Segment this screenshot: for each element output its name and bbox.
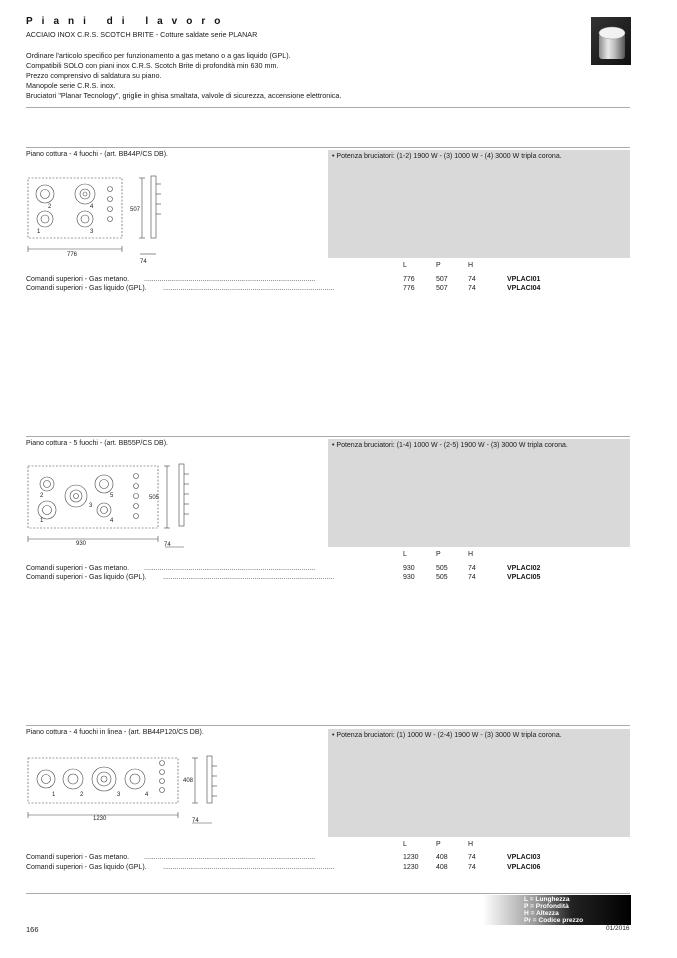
value-h: 74 — [468, 565, 476, 572]
burner-label: 4 — [90, 204, 94, 210]
value-h: 74 — [468, 574, 476, 581]
table-row — [26, 854, 586, 864]
section-title: Piano cottura - 4 fuochi - (art. BB44P/CS DB). — [26, 151, 169, 158]
burner-label: 3 — [89, 503, 93, 509]
value-l: 1230 — [403, 854, 419, 861]
column-header-l: L — [403, 841, 407, 848]
column-header-h: H — [468, 841, 474, 848]
value-p: 507 — [436, 276, 448, 283]
value-h: 74 — [468, 276, 476, 283]
height-dimension: 74 — [140, 259, 147, 265]
burner-label: 1 — [52, 792, 56, 798]
divider — [26, 107, 630, 108]
value-p: 505 — [436, 574, 448, 581]
leader-dots: ........................................................................................ — [163, 285, 335, 292]
feature-box — [328, 439, 630, 547]
burner-label: 1 — [37, 229, 41, 235]
description-line: Prezzo comprensivo di saldatura su piano. — [26, 71, 162, 80]
value-l: 776 — [403, 276, 415, 283]
value-p: 408 — [436, 854, 448, 861]
section-title: Piano cottura - 5 fuochi - (art. BB55P/CS DB). — [26, 440, 169, 447]
feature-box — [328, 729, 630, 837]
cooktop-diagram — [24, 754, 224, 829]
divider — [26, 893, 630, 894]
depth-dimension: 507 — [130, 207, 141, 213]
leader-dots: ........................................................................................ — [144, 854, 316, 861]
product-code: VPLACI06 — [507, 864, 541, 871]
edition-date: 01/2016 — [606, 925, 630, 932]
product-code: VPLACI01 — [507, 276, 541, 283]
burner-label: 1 — [40, 518, 44, 524]
description-line: Ordinare l'articolo specifico per funzionamento a gas metano o a gas liquido (GPL). — [26, 51, 291, 60]
feature-box — [328, 150, 630, 258]
legend-item: L = Lunghezza — [524, 896, 570, 903]
row-label: Comandi superiori - Gas liquido (GPL). — [26, 864, 147, 871]
burner-label: 3 — [117, 792, 121, 798]
table-row — [26, 864, 586, 874]
value-l: 930 — [403, 565, 415, 572]
knob-photo — [591, 17, 631, 65]
product-code: VPLACI05 — [507, 574, 541, 581]
description-line: Compatibili SOLO con piani inox C.R.S. Scotch Brite di profondità min 630 mm. — [26, 61, 279, 70]
description — [26, 51, 341, 101]
column-header-h: H — [468, 262, 474, 269]
leader-dots: ........................................................................................ — [144, 565, 316, 572]
width-dimension: 776 — [67, 252, 78, 258]
feature-text: • Potenza bruciatori: (1) 1000 W - (2-4) 1900 W - (3) 3000 W tripla corona. — [332, 732, 562, 739]
column-header-h: H — [468, 551, 474, 558]
width-dimension: 1230 — [93, 816, 107, 822]
value-l: 930 — [403, 574, 415, 581]
column-header-p: P — [436, 262, 441, 269]
burner-label: 2 — [80, 792, 84, 798]
column-header-l: L — [403, 551, 407, 558]
column-header-p: P — [436, 841, 441, 848]
leader-dots: ........................................................................................ — [163, 864, 335, 871]
value-h: 74 — [468, 285, 476, 292]
row-label: Comandi superiori - Gas metano. — [26, 854, 130, 861]
column-header-l: L — [403, 262, 407, 269]
legend-item: H = Altezza — [524, 910, 559, 917]
row-label: Comandi superiori - Gas liquido (GPL). — [26, 574, 147, 581]
product-code: VPLACI03 — [507, 854, 541, 861]
page-subtitle: ACCIAIO INOX C.R.S. SCOTCH BRITE - Cotture saldate serie PLANAR — [26, 30, 258, 39]
burner-label: 4 — [145, 792, 149, 798]
leader-dots: ........................................................................................ — [163, 574, 335, 581]
cooktop-diagram — [24, 462, 199, 554]
value-p: 505 — [436, 565, 448, 572]
value-l: 776 — [403, 285, 415, 292]
depth-dimension: 505 — [149, 495, 160, 501]
page-title: Piani di lavoro — [26, 16, 230, 27]
legend-item: P = Profondità — [524, 903, 569, 910]
column-header-p: P — [436, 551, 441, 558]
divider — [26, 147, 630, 148]
product-code: VPLACI04 — [507, 285, 541, 292]
divider — [26, 436, 630, 437]
cooktop-diagram — [24, 174, 174, 266]
value-p: 507 — [436, 285, 448, 292]
value-p: 408 — [436, 864, 448, 871]
burner-label: 2 — [40, 493, 44, 499]
burner-label: 5 — [110, 493, 114, 499]
depth-dimension: 408 — [183, 778, 194, 784]
height-dimension: 74 — [164, 542, 171, 548]
leader-dots: ........................................................................................ — [144, 276, 316, 283]
description-line: Manopole serie C.R.S. inox. — [26, 81, 116, 90]
product-code: VPLACI02 — [507, 565, 541, 572]
height-dimension: 74 — [192, 818, 199, 824]
table-row — [26, 285, 586, 295]
page-number: 166 — [26, 925, 39, 934]
section-title: Piano cottura - 4 fuochi in linea - (art. BB44P120/CS DB). — [26, 729, 204, 736]
burner-label: 4 — [110, 518, 114, 524]
row-label: Comandi superiori - Gas liquido (GPL). — [26, 285, 147, 292]
row-label: Comandi superiori - Gas metano. — [26, 276, 130, 283]
burner-label: 3 — [90, 229, 94, 235]
value-l: 1230 — [403, 864, 419, 871]
table-row — [26, 574, 586, 584]
legend-item: Pr = Codice prezzo — [524, 917, 584, 924]
value-h: 74 — [468, 854, 476, 861]
feature-text: • Potenza bruciatori: (1-2) 1900 W - (3) 1000 W - (4) 3000 W tripla corona. — [332, 153, 562, 160]
divider — [26, 725, 630, 726]
width-dimension: 930 — [76, 541, 87, 547]
feature-text: • Potenza bruciatori: (1-4) 1000 W - (2-5) 1900 W - (3) 3000 W tripla corona. — [332, 442, 568, 449]
burner-label: 2 — [48, 204, 52, 210]
description-line: Bruciatori "Planar Tecnology", griglie in ghisa smaltata, valvole di sicurezza, accensione elettronica. — [26, 91, 342, 100]
value-h: 74 — [468, 864, 476, 871]
legend-box — [483, 895, 631, 925]
row-label: Comandi superiori - Gas metano. — [26, 565, 130, 572]
